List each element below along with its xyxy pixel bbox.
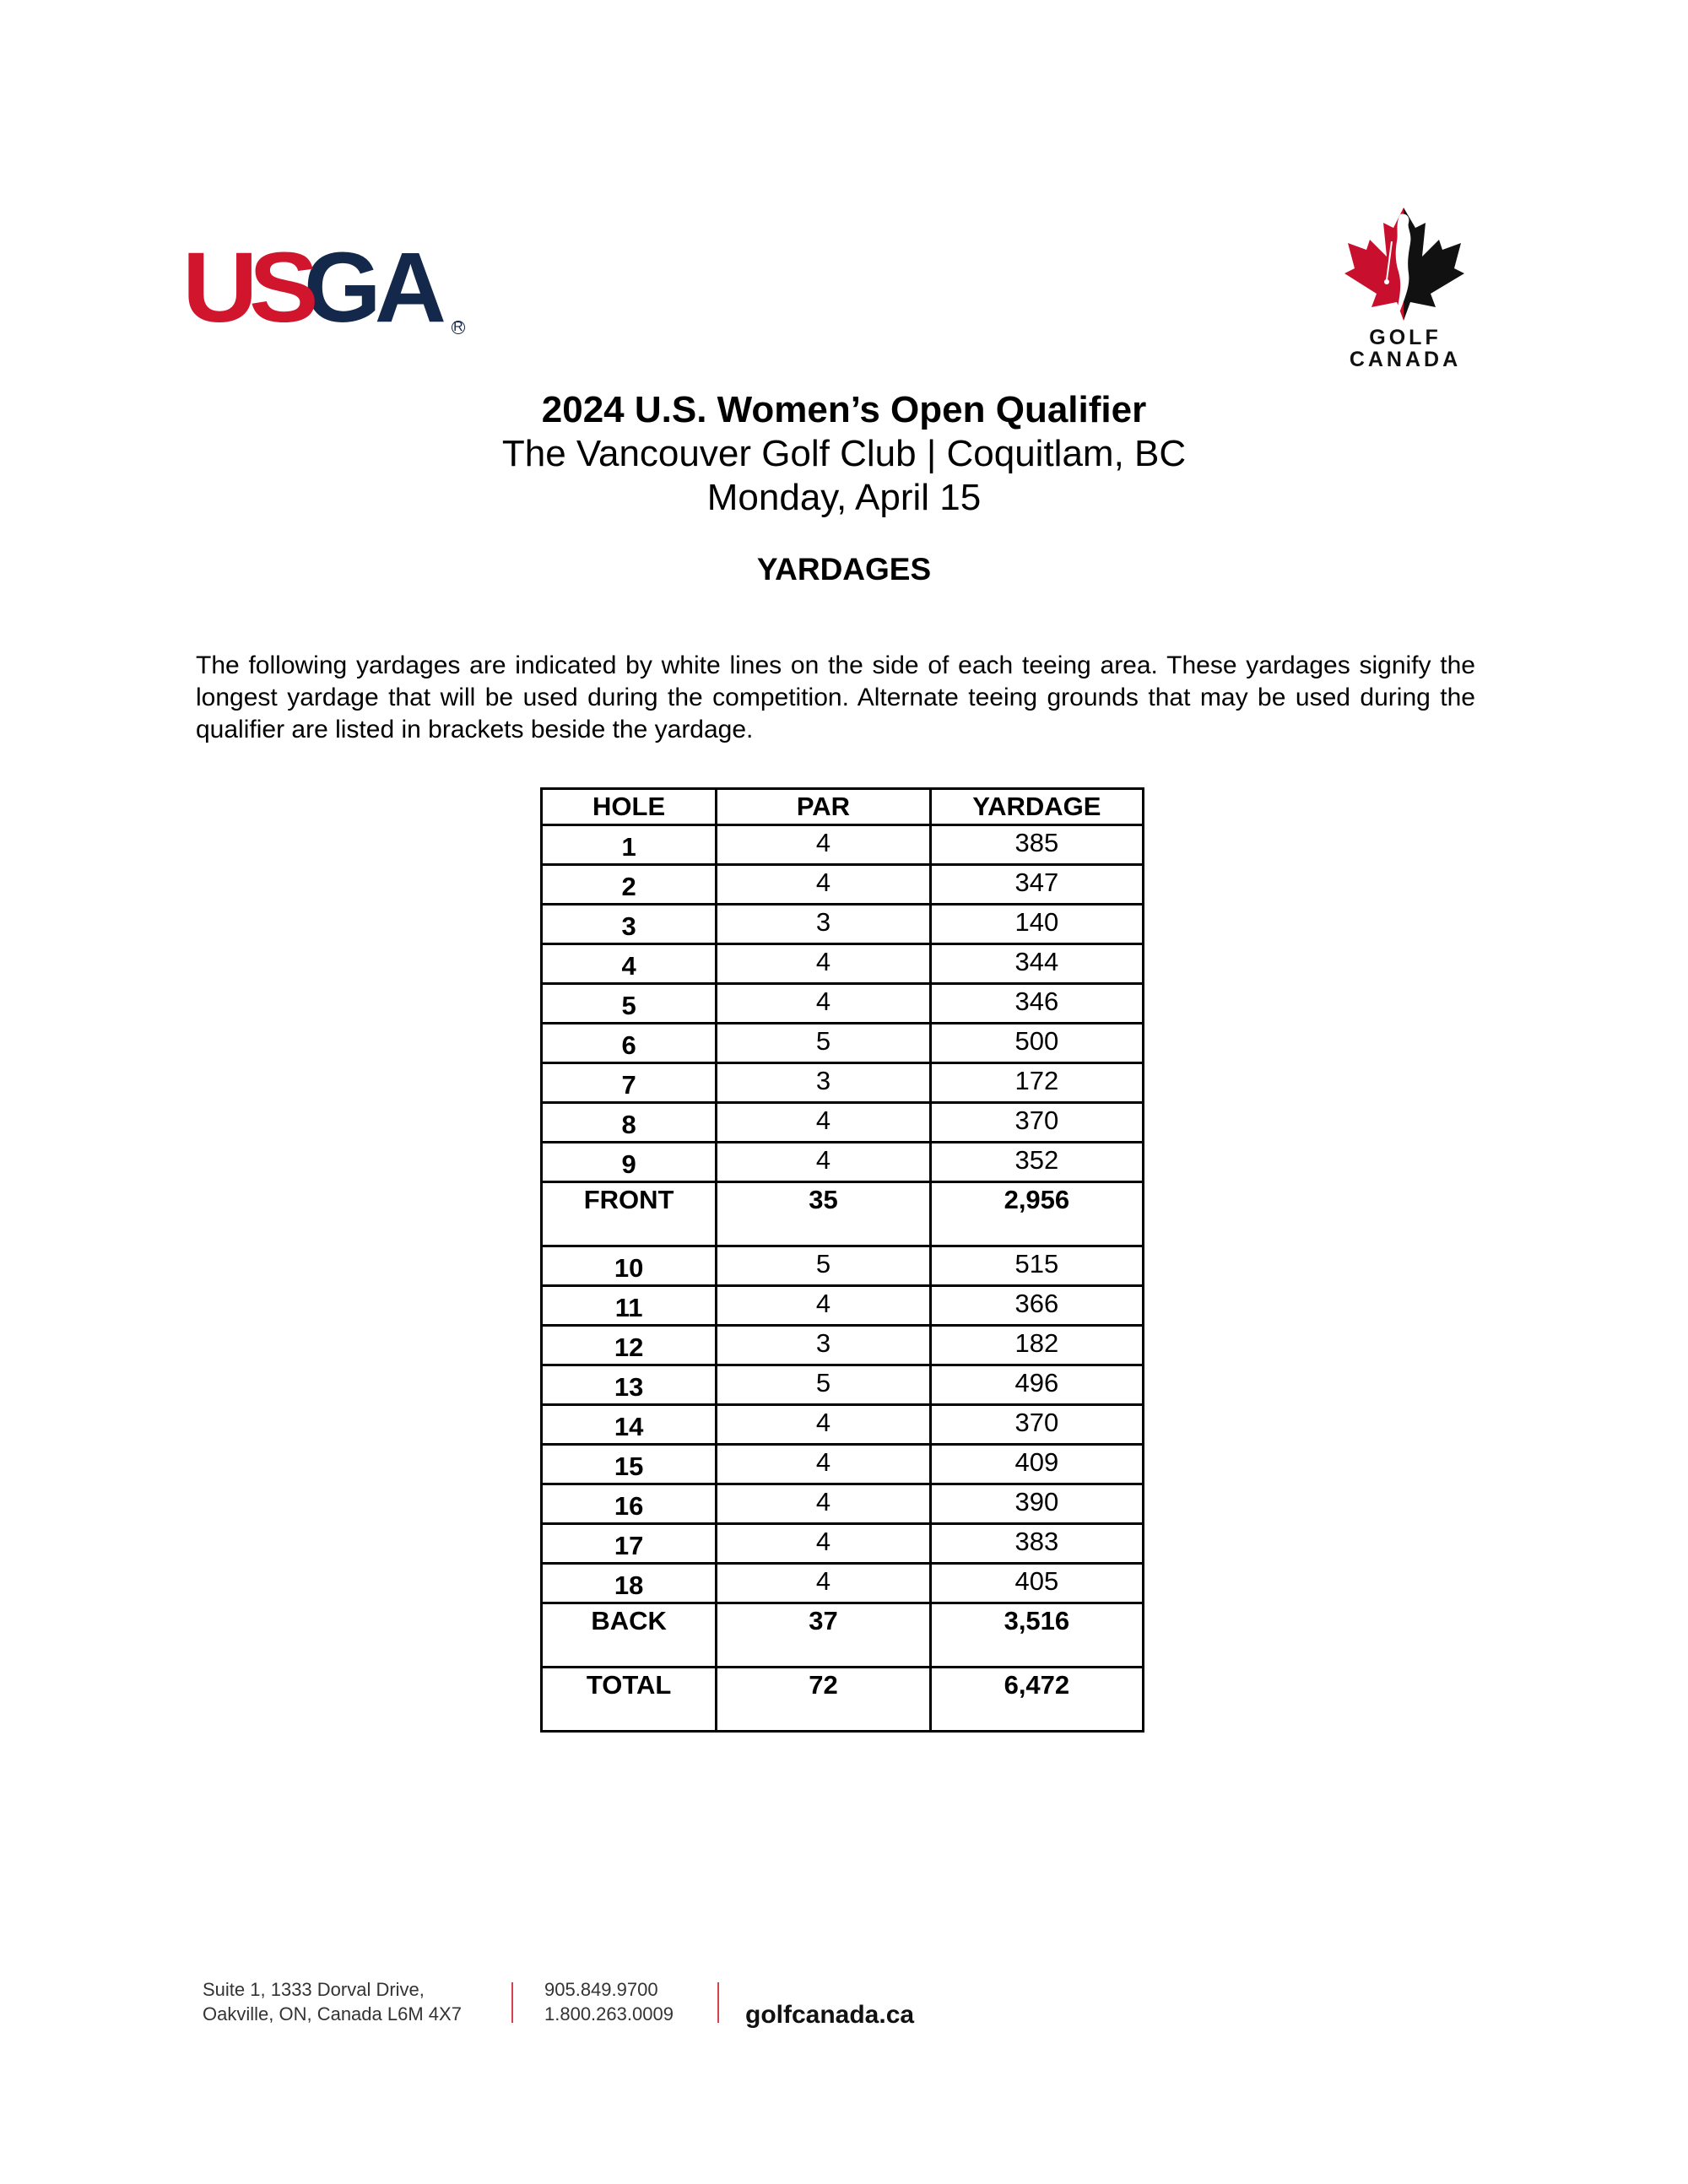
- table-row: [542, 1365, 1144, 1405]
- table-row: [542, 1286, 1144, 1326]
- hole-par: 4: [717, 1103, 931, 1143]
- back-total-row: [542, 1603, 1144, 1668]
- footer-website: golfcanada.ca: [745, 2001, 915, 2029]
- hole-number: 5: [542, 984, 717, 1024]
- front-label: FRONT: [542, 1182, 717, 1246]
- table-row: [542, 1024, 1144, 1063]
- hole-yardage: 496: [930, 1365, 1143, 1405]
- hole-par: 4: [717, 1286, 931, 1326]
- hole-par: 4: [717, 1445, 931, 1484]
- intro-paragraph: The following yardages are indicated by white lines on the side of each teeing area. These yardages signify the longest yardage that will be used during the competition. Alternate teeing grounds that may be used during the qualifier are listed in brackets beside the yardage.: [196, 651, 1475, 743]
- table-row: [542, 984, 1144, 1024]
- hole-number: 13: [542, 1365, 717, 1405]
- back-yardage: 3,516: [930, 1603, 1143, 1668]
- hole-number: 12: [542, 1326, 717, 1365]
- footer-divider: [717, 1982, 719, 2023]
- usga-logo-ga: GA: [303, 232, 440, 343]
- hole-number: 10: [542, 1246, 717, 1286]
- back-label: BACK: [542, 1603, 717, 1668]
- hole-yardage: 405: [930, 1564, 1143, 1603]
- golf-canada-logo-golf: GOLF: [1369, 326, 1442, 349]
- table-row: [542, 865, 1144, 905]
- table-row: [542, 1326, 1144, 1365]
- hole-yardage: 352: [930, 1143, 1143, 1182]
- table-row: [542, 905, 1144, 944]
- hole-number: 15: [542, 1445, 717, 1484]
- hole-number: 4: [542, 944, 717, 984]
- hole-par: 5: [717, 1024, 931, 1063]
- hole-par: 4: [717, 865, 931, 905]
- hole-yardage: 347: [930, 865, 1143, 905]
- page-title: 2024 U.S. Women’s Open Qualifier: [541, 389, 1147, 430]
- total-yardage: 6,472: [930, 1668, 1143, 1732]
- usga-logo: [182, 232, 465, 343]
- hole-yardage: 409: [930, 1445, 1143, 1484]
- table-row: [542, 1246, 1144, 1286]
- column-header-hole: HOLE: [542, 789, 717, 825]
- table-header-row: [542, 789, 1144, 825]
- hole-par: 5: [717, 1246, 931, 1286]
- hole-par: 4: [717, 825, 931, 865]
- column-header-par: PAR: [717, 789, 931, 825]
- table-row: [542, 944, 1144, 984]
- hole-number: 17: [542, 1524, 717, 1564]
- footer-phones: [544, 1977, 696, 2026]
- phone-1: 905.849.9700: [544, 1979, 658, 2000]
- hole-par: 3: [717, 1326, 931, 1365]
- hole-yardage: 500: [930, 1024, 1143, 1063]
- hole-number: 18: [542, 1564, 717, 1603]
- table-row: [542, 1445, 1144, 1484]
- footer-address: [203, 1977, 523, 2026]
- hole-par: 4: [717, 1405, 931, 1445]
- table-row: [542, 1143, 1144, 1182]
- address-line-1: Suite 1, 1333 Dorval Drive,: [203, 1979, 425, 2000]
- hole-yardage: 385: [930, 825, 1143, 865]
- title-block: [0, 388, 1688, 520]
- hole-number: 16: [542, 1484, 717, 1524]
- column-header-yardage: YARDAGE: [930, 789, 1143, 825]
- table-row: [542, 1103, 1144, 1143]
- front-total-row: [542, 1182, 1144, 1246]
- table-row: [542, 1063, 1144, 1103]
- hole-par: 4: [717, 1143, 931, 1182]
- hole-yardage: 515: [930, 1246, 1143, 1286]
- venue-line: The Vancouver Golf Club | Coquitlam, BC: [501, 433, 1187, 474]
- hole-yardage: 172: [930, 1063, 1143, 1103]
- hole-number: 1: [542, 825, 717, 865]
- table-row: [542, 825, 1144, 865]
- hole-number: 14: [542, 1405, 717, 1445]
- front-yardage: 2,956: [930, 1182, 1143, 1246]
- hole-par: 4: [717, 944, 931, 984]
- hole-number: 3: [542, 905, 717, 944]
- table-row: [542, 1564, 1144, 1603]
- registered-mark-icon: R: [452, 321, 465, 334]
- hole-number: 8: [542, 1103, 717, 1143]
- usga-logo-us: US: [182, 232, 311, 343]
- hole-yardage: 182: [930, 1326, 1143, 1365]
- front-par: 35: [717, 1182, 931, 1246]
- phone-2: 1.800.263.0009: [544, 2003, 674, 2025]
- golf-canada-logo-canada: CANADA: [1349, 348, 1462, 371]
- hole-yardage: 344: [930, 944, 1143, 984]
- total-label: TOTAL: [542, 1668, 717, 1732]
- hole-yardage: 390: [930, 1484, 1143, 1524]
- maple-leaf-golfer-icon: [1338, 203, 1473, 325]
- back-par: 37: [717, 1603, 931, 1668]
- hole-yardage: 370: [930, 1103, 1143, 1143]
- section-heading: YARDAGES: [756, 552, 932, 587]
- hole-par: 4: [717, 984, 931, 1024]
- footer-divider: [511, 1982, 513, 2023]
- hole-par: 3: [717, 905, 931, 944]
- hole-yardage: 383: [930, 1524, 1143, 1564]
- hole-number: 2: [542, 865, 717, 905]
- yardage-table: [540, 787, 1144, 1733]
- table-row: [542, 1405, 1144, 1445]
- hole-par: 4: [717, 1564, 931, 1603]
- hole-number: 6: [542, 1024, 717, 1063]
- hole-par: 3: [717, 1063, 931, 1103]
- golf-canada-logo: [1329, 203, 1481, 371]
- date-line: Monday, April 15: [706, 477, 982, 518]
- table-row: [542, 1484, 1144, 1524]
- hole-number: 9: [542, 1143, 717, 1182]
- hole-yardage: 140: [930, 905, 1143, 944]
- grand-total-row: [542, 1668, 1144, 1732]
- hole-par: 4: [717, 1484, 931, 1524]
- hole-number: 7: [542, 1063, 717, 1103]
- table-row: [542, 1524, 1144, 1564]
- total-par: 72: [717, 1668, 931, 1732]
- address-line-2: Oakville, ON, Canada L6M 4X7: [203, 2003, 462, 2025]
- hole-yardage: 366: [930, 1286, 1143, 1326]
- hole-par: 5: [717, 1365, 931, 1405]
- hole-yardage: 346: [930, 984, 1143, 1024]
- hole-number: 11: [542, 1286, 717, 1326]
- hole-yardage: 370: [930, 1405, 1143, 1445]
- hole-par: 4: [717, 1524, 931, 1564]
